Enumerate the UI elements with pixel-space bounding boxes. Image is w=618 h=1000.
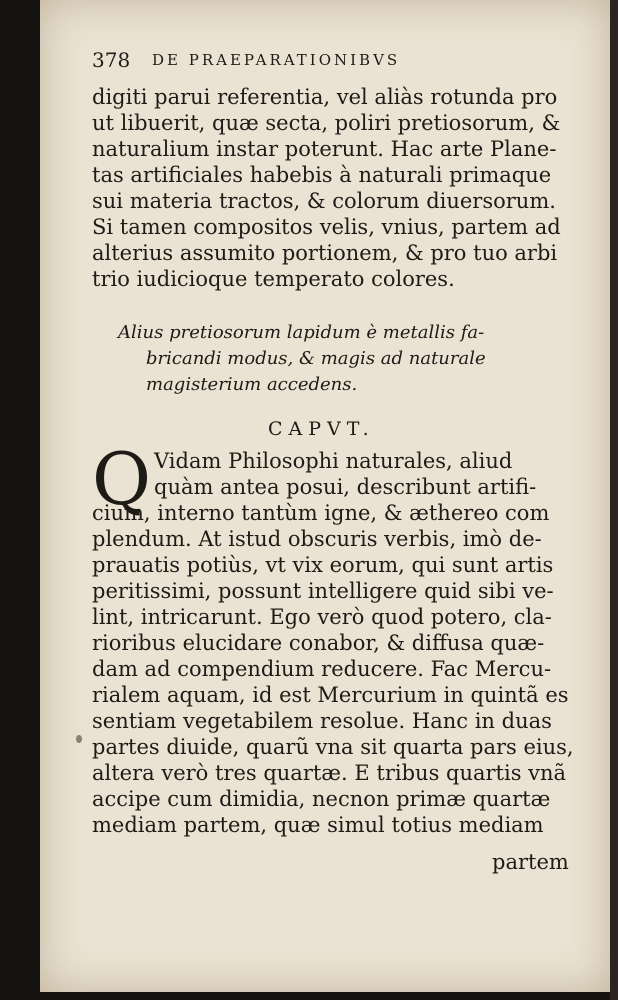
text-line: alterius assumito portionem, & pro tuo arbi: [92, 241, 558, 265]
chapter-heading: CAPVT.: [268, 418, 375, 440]
text-line: sentiam vegetabilem resolue. Hanc in duas: [92, 709, 552, 733]
text-line: trio iudicioque temperato colores.: [92, 267, 455, 291]
page-edge: [610, 0, 618, 1000]
text-line: plendum. At istud obscuris verbis, imò de-: [92, 527, 542, 551]
text-line: lint, intricarunt. Ego verò quod potero, cla-: [92, 605, 552, 629]
text-line: peritissimi, possunt intelligere quid sibi ve-: [92, 579, 554, 603]
text-line: tas artificiales habebis à naturali primaque: [92, 163, 552, 187]
text-line: altera verò tres quartæ. E tribus quartis vnã: [92, 761, 567, 785]
text-line: sui materia tractos, & colorum diuersorum.: [92, 189, 556, 213]
text-line: mediam partem, quæ simul totius mediam: [92, 813, 544, 837]
text-line: quàm antea posui, describunt artifi-: [154, 475, 537, 499]
paragraph-1: [92, 84, 561, 292]
subtitle-line: Alius pretiosorum lapidum è metallis fa-: [118, 322, 485, 343]
catchword: partem: [492, 850, 569, 874]
drop-cap: Q: [92, 437, 152, 521]
text-line: ut libuerit, quæ secta, poliri pretiosorum, &: [92, 111, 561, 135]
text-line: Vidam Philosophi naturales, aliud: [154, 449, 513, 473]
text-line: rioribus elucidare conabor, & diffusa quæ-: [92, 631, 545, 655]
text-line: prauatis potiùs, vt vix eorum, qui sunt artis: [92, 553, 554, 577]
text-line: accipe cum dimidia, necnon primæ quartæ: [92, 787, 551, 811]
page-header: [92, 48, 532, 74]
subtitle-line: bricandi modus, & magis ad naturale: [146, 348, 486, 369]
subtitle-line: magisterium accedens.: [146, 374, 358, 395]
text-line: cium, interno tantùm igne, & æthereo com: [92, 501, 550, 525]
paragraph-2: [92, 437, 574, 838]
text-line: partes diuide, quarũ vna sit quarta pars eius,: [92, 735, 574, 759]
running-head: DE PRAEPARATIONIBVS: [152, 51, 401, 69]
page-number: 378: [92, 48, 131, 72]
text-line: naturalium instar poterunt. Hac arte Plane-: [92, 137, 557, 161]
text-line: rialem aquam, id est Mercurium in quintã es: [92, 683, 569, 707]
text-line: dam ad compendium reducere. Fac Mercu-: [92, 657, 552, 681]
text-line: Si tamen compositos velis, vnius, partem ad: [92, 215, 561, 239]
section-subtitle: [118, 320, 528, 398]
margin-ink-spot: [76, 735, 82, 743]
text-line: digiti parui referentia, vel aliàs rotunda pro: [92, 85, 558, 109]
